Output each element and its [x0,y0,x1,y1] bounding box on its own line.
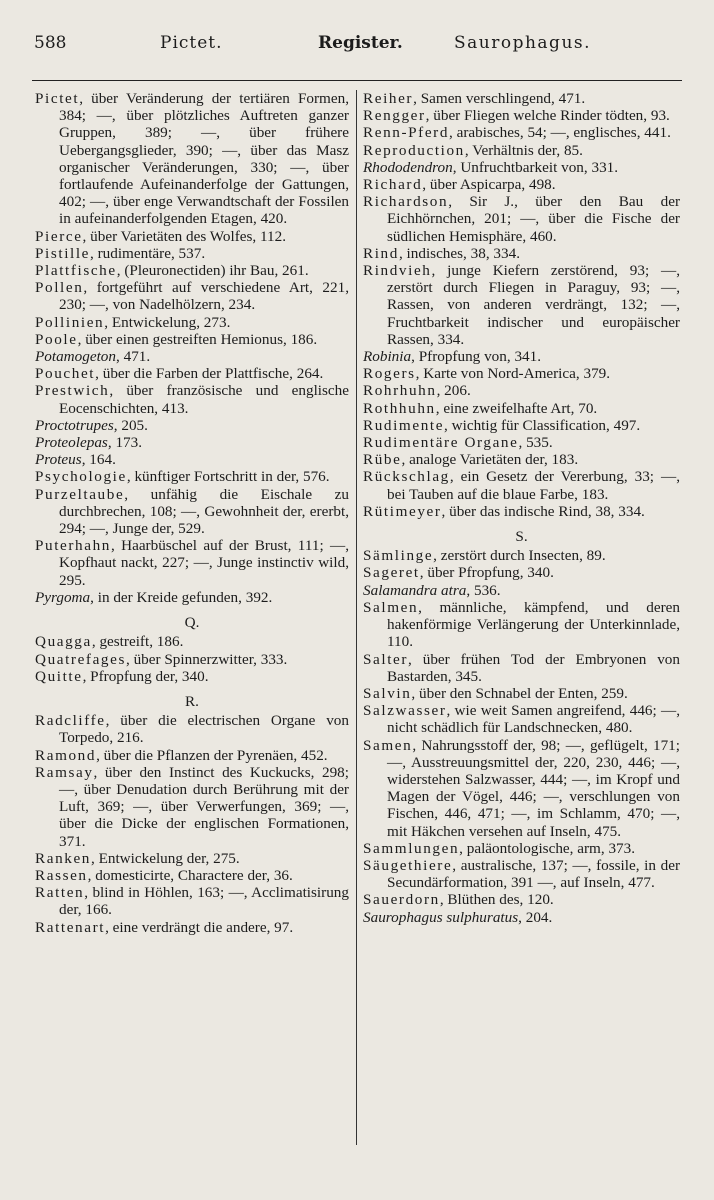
index-entry [35,451,349,468]
entry-text: , 471. [116,348,151,366]
entry-headword: Rohrhuhn [363,382,437,400]
entry-text: , 536. [466,581,501,599]
entry-text: , analoge Varietäten der, 183. [401,451,579,469]
entry-text: , Pfropfung der, 340. [82,667,209,685]
entry-headword: Pollen [35,279,84,297]
entry-text: , Karte von Nord-America, 379. [415,365,611,383]
index-entry [35,228,349,245]
index-entry [35,90,349,228]
entry-text: , über Pfropfung, 340. [419,564,554,582]
entry-headword: Saurophagus sulphuratus [363,908,519,926]
entry-text: , über den Instinct des Kuckucks, 298; —, über Denudation durch Berührung mit der Luft, 369; —, über Verwerfungen, 369; —, über die Dicke der englischen Formationen, 371. [59,763,349,850]
header-section-title: Register. [318,33,403,53]
index-entry [363,909,680,926]
entry-text: , domesticirte, Charactere der, 36. [87,866,293,884]
entry-text: , ein Gesetz der Vererbung, 33; —, bei Tauben auf die blaue Farbe, 183. [387,468,680,503]
index-entry [363,503,680,520]
entry-text: , paläontologische, arm, 373. [459,839,636,857]
index-entry [363,685,680,702]
index-entry [35,668,349,685]
entry-text: , Verhältnis der, 85. [464,141,583,159]
entry-headword: Pictet [35,90,80,107]
index-entry [35,331,349,348]
entry-text: , arabisches, 54; —, englisches, 441. [449,124,671,142]
index-entry [363,400,680,417]
entry-text: , 206. [436,382,471,400]
index-entry [35,245,349,262]
index-entry [35,867,349,884]
entry-text: , Samen verschlingend, 471. [413,90,586,107]
entry-text: , australische, 137; —, fossile, in der Secundärformation, 391 —, auf Inseln, 477. [387,856,680,892]
entry-headword: Rübe [363,451,402,469]
index-entry [363,348,680,365]
entry-headword: Salzwasser [363,702,447,720]
entry-text: , Unfruchtbarkeit von, 331. [452,158,619,176]
entry-text: , männliche, kämpfend, und deren hakenförmige Verlängerung der Unterkinnlade, 110. [387,598,680,651]
index-entry [363,193,680,245]
index-entry [35,434,349,451]
section-letter: R. [185,692,199,710]
entry-headword: Prestwich [35,382,110,400]
entry-text: , über Varietäten des Wolfes, 112. [82,227,287,245]
entry-headword: Rudimente [363,416,445,434]
entry-headword: Pollinien [35,313,105,331]
entry-headword: Rückschlag [363,468,450,486]
entry-text: , über Spinnerzwitter, 333. [125,650,288,668]
index-entry [35,919,349,936]
index-entry [35,589,349,606]
index-entry [363,582,680,599]
index-entry [363,564,680,581]
column-divider [356,90,357,1145]
entry-headword: Ranken [35,849,91,867]
index-entry [35,365,349,382]
entry-headword: Proctotrupes [35,416,114,434]
entry-text: , wichtig für Classification, 497. [444,416,641,434]
entry-headword: Radcliffe [35,712,106,730]
index-entry [363,124,680,141]
entry-headword: Plattfische [35,262,117,280]
entry-text: , Entwickelung, 273. [104,313,231,331]
index-entry [363,468,680,502]
entry-headword: Rhododendron [363,158,453,176]
entry-headword: Pistille [35,244,90,262]
entry-text: , über den Schnabel der Enten, 259. [411,684,628,702]
entry-headword: Sauerdorn [363,891,440,909]
entry-text: , fortgeführt auf verschiedene Art, 221, 230; —, von Nadelhölzern, 234. [59,279,349,314]
index-entry [35,850,349,867]
index-entry [35,262,349,279]
entry-text: , 173. [107,434,143,452]
entry-headword: Robinia [363,348,412,366]
index-entry [363,417,680,434]
entry-headword: Ratten [35,884,85,902]
entry-headword: Säugethiere [363,856,453,874]
index-entry [363,434,680,451]
index-entry [35,537,349,589]
entry-headword: Rindvieh [363,262,432,280]
section-letter: S. [515,528,528,546]
index-entry [35,382,349,416]
entry-text: , 164. [81,451,116,469]
entry-text: , über Aspicarpa, 498. [422,176,556,194]
index-entry [35,633,349,650]
section-letter: Q. [184,614,200,632]
entry-headword: Reproduction [363,141,465,159]
header-rule [32,80,682,81]
entry-headword: Rudimentäre Organe [363,434,519,452]
entry-text: , über Veränderung der tertiären Formen, 384; —, über plötzliches Auftreten ganzer Gruppen, 389; —, über frühere Uebergangsglieder, 390; —, über das Masz organischer Veränderungen, 330; —, über fortlaufende Aufeinanderfolge der Gattungen, 402; —, über enge Verwandtschaft der Fossilen in aufeinanderfolgenden Etagen, 420. [59,90,349,228]
entry-headword: Quatrefages [35,650,126,668]
entry-headword: Rassen [35,866,88,884]
entry-text: , junge Kiefern zerstörend, 93; —, zerstört durch Fliegen in Paraguy, 93; —, Rassen, von anderen verdrängt, 132; —, Fruchtbarkeit indischer und europäischer Rassen, 334. [387,262,680,348]
entry-headword: Richardson [363,193,449,211]
entry-text: , über die Pflanzen der Pyrenäen, 452. [96,746,328,764]
entry-headword: Quagga [35,633,92,651]
index-entry [35,486,349,538]
header-entry-range: Saurophagus. [454,33,592,53]
index-entry [35,348,349,365]
index-entry [363,599,680,651]
entry-headword: Purzeltaube [35,485,125,503]
entry-text: , 204. [518,908,553,926]
entry-headword: Quitte [35,667,83,685]
entry-headword: Poole [35,330,78,348]
entry-headword: Rothhuhn [363,399,436,417]
entry-text: , über die Farben der Plattfische, 264. [95,365,324,383]
entry-headword: Ramond [35,746,97,764]
page-number: 588 [34,33,67,53]
index-entry [363,651,680,685]
entry-headword: Rütimeyer [363,502,442,520]
index-entry [35,417,349,434]
index-entry [363,142,680,159]
entry-headword: Psychologie [35,468,127,486]
index-entry [363,702,680,736]
entry-text: , über die electrischen Organe von Torpedo, 216. [59,712,349,747]
index-entry [363,262,680,348]
index-entry [35,884,349,918]
entry-text: , in der Kreide gefunden, 392. [90,588,273,606]
entry-text: , blind in Höhlen, 163; —, Acclimatisirung der, 166. [59,884,349,919]
entry-headword: Sämlinge [363,547,434,565]
entry-text: , 205. [113,416,148,434]
index-entry [363,159,680,176]
index-entry [363,382,680,399]
index-column-right [363,90,680,926]
running-header [34,33,674,61]
index-entry [35,747,349,764]
index-entry [35,764,349,850]
entry-headword: Proteus [35,451,82,469]
entry-text: , künftiger Fortschritt in der, 576. [126,468,330,486]
entry-headword: Ramsay [35,763,94,781]
entry-text: , 535. [518,434,553,452]
entry-text: , (Pleuronectiden) ihr Bau, 261. [116,262,309,280]
entry-headword: Rengger [363,107,426,125]
entry-text: , Blüthen des, 120. [439,891,554,909]
entry-text: , Pfropfung von, 341. [411,348,542,366]
entry-text: , Nahrungsstoff der, 98; —, geflügelt, 171; —, Ausstreuungsmittel der, 220, 230, 446; —, widerstehen Salzwasser, 444; —, im Kropf und Magen der Vögel, 446; —, verschlungen von Fischen, 446, 471; —, im Schlamm, 470; —, mit Häkchen versehen auf Inseln, 475. [387,736,680,840]
index-entry [35,712,349,746]
entry-headword: Salter [363,650,409,668]
entry-headword: Pyrgoma [35,588,91,606]
entry-text: , unfähig die Eischale zu durchbrechen, 108; —, Gewohnheit der, ererbt, 294; —, Junge der, 529. [59,485,349,538]
entry-headword: Rogers [363,365,416,383]
entry-headword: Salmen [363,598,419,616]
index-entry [35,651,349,668]
entry-text: , über das indische Rind, 38, 334. [441,502,645,520]
entry-headword: Pierce [35,227,83,245]
entry-headword: Richard [363,176,423,194]
entry-headword: Renn-Pferd [363,124,450,142]
index-column-left [35,90,349,936]
index-entry [363,547,680,564]
entry-text: , über einen gestreiften Hemionus, 186. [77,330,318,348]
index-entry [363,176,680,193]
entry-headword: Sammlungen [363,839,460,857]
entry-text: , indisches, 38, 334. [398,244,521,262]
entry-text: , über Fliegen welche Rinder tödten, 93. [425,107,670,125]
entry-headword: Rattenart [35,918,106,936]
index-entry [363,90,680,107]
entry-text: , eine verdrängt die andere, 97. [105,918,294,936]
index-entry [363,451,680,468]
entry-text: , über französische und englische Eocenschichten, 413. [59,382,349,417]
entry-text: , Sir J., über den Bau der Eichhörnchen, 201; —, über die Fische der südlichen Hemisphäre, 460. [387,193,680,245]
entry-headword: Potamogeton [35,348,116,366]
index-entry [35,279,349,313]
entry-text: , über frühen Tod der Embryonen von Bastarden, 345. [387,650,680,685]
entry-text: , zerstört durch Insecten, 89. [433,547,606,565]
entry-headword: Puterhahn [35,537,111,555]
entry-headword: Proteolepas [35,434,108,452]
entry-headword: Pouchet [35,365,96,383]
index-entry [363,891,680,908]
entry-headword: Salamandra atra [363,581,467,599]
entry-text: , wie weit Samen angreifend, 446; —, nicht schädlich für Landschnecken, 480. [387,702,680,737]
entry-headword: Sageret [363,564,420,582]
index-entry [363,857,680,891]
entry-text: , Entwickelung der, 275. [91,849,240,867]
index-entry [35,314,349,331]
entry-headword: Rind [363,244,399,262]
index-entry [363,365,680,382]
entry-headword: Reiher [363,90,414,107]
index-entry [363,737,680,840]
entry-text: , eine zweifelhafte Art, 70. [435,399,598,417]
header-author: Pictet. [160,33,223,53]
index-entry [363,840,680,857]
entry-headword: Samen [363,736,413,754]
entry-text: , rudimentäre, 537. [90,244,206,262]
entry-text: , Haarbüschel auf der Brust, 111; —, Kopfhaut nackt, 227; —, Junge instinctiv wild, 295. [59,537,349,589]
index-entry [35,468,349,485]
entry-text: , gestreift, 186. [91,633,184,651]
index-entry [363,107,680,124]
index-entry [363,245,680,262]
entry-headword: Salvin [363,684,412,702]
